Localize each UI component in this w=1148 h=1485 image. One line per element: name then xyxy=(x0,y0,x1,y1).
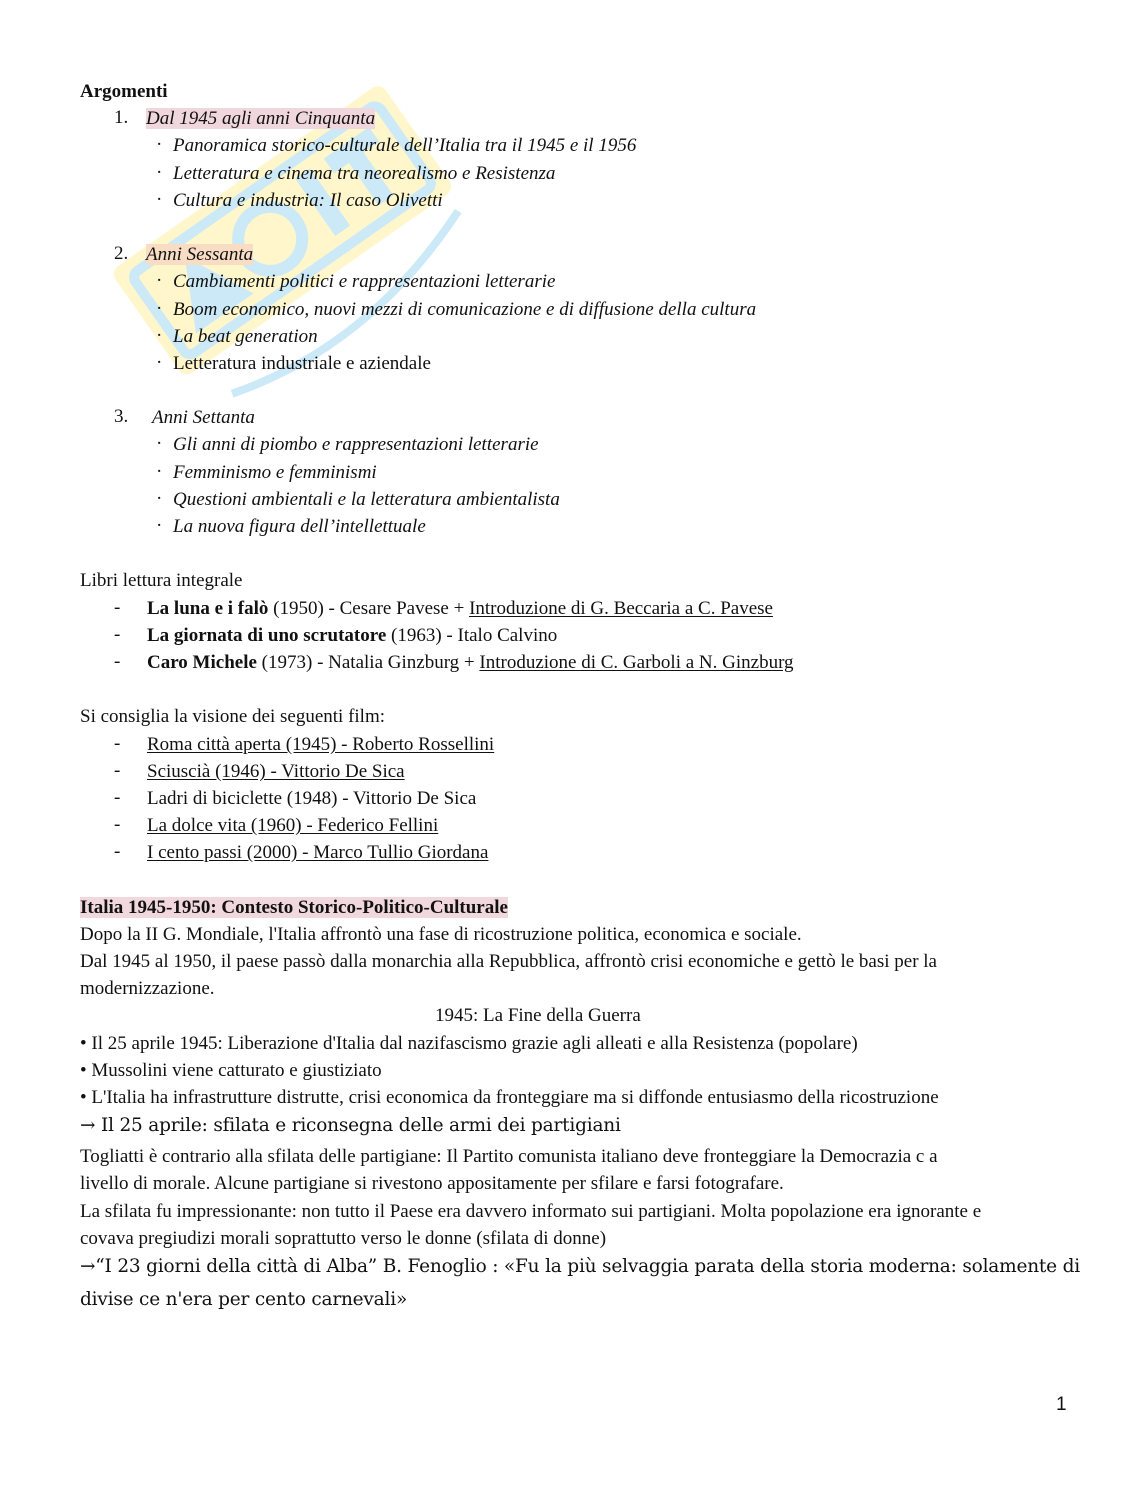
book-item xyxy=(147,597,773,621)
list-item: Cambiamenti politici e rappresentazioni letterarie xyxy=(173,271,556,292)
section-title: Anni Sessanta xyxy=(146,244,254,265)
paragraph: Dopo la II G. Mondiale, l'Italia affrontò una fase di ricostruzione politica, economica e sociale. xyxy=(80,924,802,945)
book-intro-link[interactable]: Introduzione di G. Beccaria a C. Pavese xyxy=(469,598,773,619)
dash-bullet: - xyxy=(114,814,121,835)
bullet-line: • Il 25 aprile 1945: Liberazione d'Italia dal nazifascismo grazie agli alleati e alla Resistenza (popolare) xyxy=(80,1033,858,1054)
subheading: 1945: La Fine della Guerra xyxy=(435,1005,641,1026)
list-item: Letteratura industriale e aziendale xyxy=(173,353,431,374)
bullet: · xyxy=(156,433,163,454)
section-title: Dal 1945 agli anni Cinquanta xyxy=(146,108,376,129)
dash-bullet: - xyxy=(114,760,121,781)
dash-bullet: - xyxy=(114,624,121,645)
bullet: · xyxy=(156,270,163,291)
quote-line: →“I 23 giorni della città di Alba” B. Fenoglio : «Fu la più selvaggia parata della storia moderna: solamente di xyxy=(80,1256,1080,1277)
list-item: Gli anni di piombo e rappresentazioni letterarie xyxy=(173,434,539,455)
bullet: · xyxy=(156,298,163,319)
arrow-line: → Il 25 aprile: sfilata e riconsegna delle armi dei partigiani xyxy=(80,1115,621,1136)
section-number: 3. xyxy=(114,406,129,427)
dash-bullet: - xyxy=(114,841,121,862)
bullet-line: • L'Italia ha infrastrutture distrutte, crisi economica da fronteggiare ma si diffonde entusiasmo della ricostruzione xyxy=(80,1087,939,1108)
section-title: Anni Settanta xyxy=(152,407,255,428)
bullet: · xyxy=(156,352,163,373)
list-item: La nuova figura dell’intellettuale xyxy=(173,516,426,537)
bullet: · xyxy=(156,189,163,210)
list-item: Femminismo e femminismi xyxy=(173,462,377,483)
list-item: Cultura e industria: Il caso Olivetti xyxy=(173,190,443,211)
dash-bullet: - xyxy=(114,787,121,808)
argomenti-heading: Argomenti xyxy=(80,81,168,102)
film-link[interactable]: Roma città aperta (1945) - Roberto Rossellini xyxy=(147,734,495,755)
list-item: Questioni ambientali e la letteratura ambientalista xyxy=(173,489,560,510)
section-heading: Italia 1945-1950: Contesto Storico-Politico-Culturale xyxy=(80,897,508,918)
film-link[interactable]: I cento passi (2000) - Marco Tullio Giordana xyxy=(147,842,489,863)
bullet-line: • Mussolini viene catturato e giustiziato xyxy=(80,1060,382,1081)
list-item: Panoramica storico-culturale dell’Italia tra il 1945 e il 1956 xyxy=(173,135,637,156)
paragraph: livello di morale. Alcune partigiane si rivestono appositamente per sfilare e farsi fotografare. xyxy=(80,1173,784,1194)
paragraph: La sfilata fu impressionante: non tutto il Paese era davvero informato sui partigiani. Molta popolazione era ignorante e xyxy=(80,1201,982,1222)
film-link[interactable]: La dolce vita (1960) - Federico Fellini xyxy=(147,815,439,836)
book-title: La giornata di uno scrutatore xyxy=(147,625,387,646)
list-item: Boom economico, nuovi mezzi di comunicazione e di diffusione della cultura xyxy=(173,299,757,320)
book-info: (1950) - Cesare Pavese + xyxy=(268,598,470,619)
paragraph: Togliatti è contrario alla sfilata delle partigiane: Il Partito comunista italiano deve fronteggiare la Democrazia c a xyxy=(80,1146,938,1167)
book-title: La luna e i falò xyxy=(147,598,269,619)
list-item: La beat generation xyxy=(173,326,318,347)
section-number: 1. xyxy=(114,107,129,128)
list-item: Letteratura e cinema tra neorealismo e Resistenza xyxy=(173,163,556,184)
film-item: Ladri di biciclette (1948) - Vittorio De Sica xyxy=(147,788,477,809)
paragraph: Dal 1945 al 1950, il paese passò dalla monarchia alla Repubblica, affrontò crisi economiche e gettò le basi per la xyxy=(80,951,937,972)
film-link[interactable]: Sciuscià (1946) - Vittorio De Sica xyxy=(147,761,405,782)
watermark-logo xyxy=(70,45,540,445)
dash-bullet: - xyxy=(114,733,121,754)
libri-heading: Libri lettura integrale xyxy=(80,570,243,591)
dash-bullet: - xyxy=(114,651,121,672)
bullet: · xyxy=(156,488,163,509)
book-info: (1963) - Italo Calvino xyxy=(386,625,558,646)
bullet: · xyxy=(156,515,163,536)
section-number: 2. xyxy=(114,243,129,264)
film-heading: Si consiglia la visione dei seguenti film: xyxy=(80,706,386,727)
book-item xyxy=(147,651,794,675)
book-info: (1973) - Natalia Ginzburg + xyxy=(256,652,480,673)
bullet: · xyxy=(156,325,163,346)
paragraph: covava pregiudizi morali soprattutto verso le donne (sfilata di donne) xyxy=(80,1228,607,1249)
book-title: Caro Michele xyxy=(147,652,257,673)
bullet: · xyxy=(156,461,163,482)
book-intro-link[interactable]: Introduzione di C. Garboli a N. Ginzburg xyxy=(479,652,794,673)
page-number: 1 xyxy=(1056,1394,1067,1415)
bullet: · xyxy=(156,134,163,155)
dash-bullet: - xyxy=(114,597,121,618)
paragraph: modernizzazione. xyxy=(80,978,215,999)
bullet: · xyxy=(156,162,163,183)
book-item xyxy=(147,624,557,648)
quote-line: divise ce n'era per cento carnevali» xyxy=(80,1289,408,1310)
